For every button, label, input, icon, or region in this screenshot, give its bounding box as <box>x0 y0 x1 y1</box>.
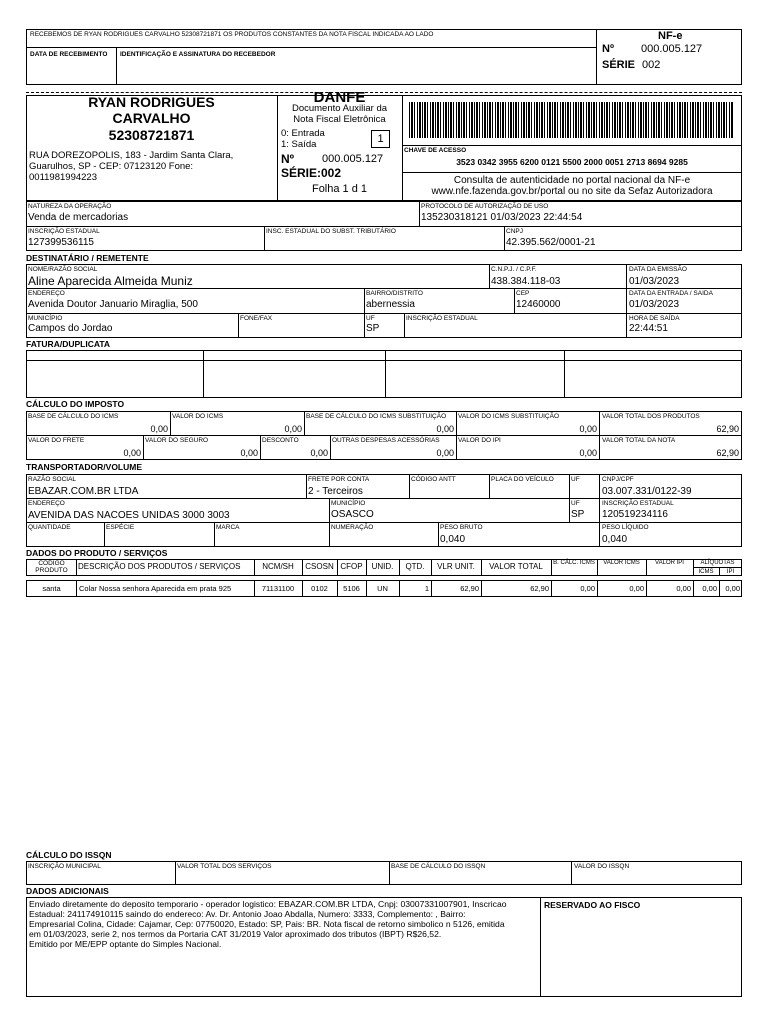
species-label: ESPÉCIE <box>106 524 135 531</box>
additional-line-4: em 01/03/2023, serie 2, nos termos da Portaria CAT 31/2019 Valor aproximado dos tributos (IBPT) R$26,52. <box>29 929 442 939</box>
freight-by-label: FRETE POR CONTA <box>308 476 370 483</box>
recipient-city: Campos do Jordao <box>28 323 113 334</box>
col-description: DESCRIÇÃO DOS PRODUTOS / SERVIÇOS <box>78 562 241 571</box>
cnpj-label: CNPJ <box>506 228 523 235</box>
consult-line-1: Consulta de autenticidade no portal nacional da NF-e <box>453 175 691 186</box>
consult-line-2: www.nfe.fazenda.gov.br/portal ou no site da Sefaz Autorizadora <box>431 186 713 197</box>
danfe-number-label: Nº <box>281 152 295 166</box>
row-rate-ipi: 0,00 <box>725 584 740 593</box>
row-cfop: 5106 <box>343 584 360 593</box>
icms-label: VALOR DO ICMS <box>172 413 224 420</box>
col-unit-price: VLR UNIT. <box>437 562 475 571</box>
carrier-cnpj-label: CNPJ/CPF <box>602 476 634 483</box>
discount-value: 0,00 <box>310 448 328 458</box>
ipi-value: 0,00 <box>579 448 597 458</box>
recipient-cpf: 438.384.118-03 <box>491 276 561 287</box>
emitter-address-2: Guarulhos, SP - CEP: 07123120 Fone: <box>29 161 194 172</box>
emission-label: DATA DA EMISSÃO <box>629 266 687 273</box>
ipi-label: VALOR DO IPI <box>458 437 501 444</box>
exit-label: 1: Saída <box>281 139 317 150</box>
issqn-block <box>26 861 742 885</box>
row-ncm: 71131100 <box>261 584 295 593</box>
row-unit: UN <box>377 584 388 593</box>
carrier-name: EBAZAR.COM.BR LTDA <box>28 486 139 497</box>
col-icms-base: B. CÁLC. ICMS <box>553 560 595 566</box>
cep-value: 12460000 <box>516 299 561 310</box>
products-total-value: 62,90 <box>716 424 739 434</box>
entry-label: 0: Entrada <box>281 128 325 139</box>
row-icms-value: 0,00 <box>629 584 644 593</box>
antt-label: CÓDIGO ANTT <box>411 476 456 483</box>
danfe-subtitle-1: Documento Auxiliar da <box>291 103 388 114</box>
cnpj-value: 42.395.562/0001-21 <box>506 237 596 248</box>
state-reg-value: 127399536115 <box>28 237 94 248</box>
row-csosn: 0102 <box>311 584 328 593</box>
recipient-uf-label: UF <box>366 315 375 322</box>
additional-title: DADOS ADICIONAIS <box>26 886 109 896</box>
nature-label: NATUREZA DA OPERAÇÃO <box>28 203 112 210</box>
volume-qty-label: QUANTIDADE <box>28 524 71 531</box>
carrier-ie-label: INSCRIÇÃO ESTADUAL <box>602 500 674 507</box>
tax-title: CÁLCULO DO IMPOSTO <box>26 399 125 409</box>
recipient-city-label: MUNICÍPIO <box>28 315 63 322</box>
row-code: santa <box>42 584 61 593</box>
access-key: 3523 0342 3955 6200 0121 5500 2000 0051 2713 8694 9285 <box>456 157 688 167</box>
nature-value: Venda de mercadorias <box>28 212 129 223</box>
recipient-cpf-label: C.N.P.J. / C.P.F. <box>491 266 537 273</box>
col-code: CÓDIGO PRODUTO <box>35 560 68 574</box>
carrier-address-label: ENDEREÇO <box>28 500 65 507</box>
emission-value: 01/03/2023 <box>629 276 680 287</box>
district-value: abernessia <box>366 299 415 310</box>
danfe-subtitle-2: Nota Fiscal Eletrônica <box>293 114 386 125</box>
access-key-label: CHAVE DE ACESSO <box>404 147 467 154</box>
invoice-total-label: VALOR TOTAL DA NOTA <box>602 437 676 444</box>
row-icms-base: 0,00 <box>580 584 595 593</box>
additional-line-2: Estadual: 241174910115 saindo do endereco: Av. Dr. Antonio Joao Abdalla, Numero: 3333, Complemento: , Bairro: <box>29 909 466 919</box>
row-total: 62,90 <box>530 584 549 593</box>
net-weight-label: PESO LÍQUIDO <box>602 524 649 531</box>
subst-reg-label: INSC. ESTADUAL DO SUBST. TRIBUTÁRIO <box>266 228 396 235</box>
carrier-ie: 120519234116 <box>602 509 668 520</box>
receipt-text: RECEBEMOS DE RYAN RODRIGUES CARVALHO 52308721871 OS PRODUTOS CONSTANTES DA NOTA FISCAL INDICADA AO LADO <box>30 31 434 38</box>
gross-weight-label: PESO BRUTO <box>440 524 483 531</box>
col-rate-ipi: IPI <box>726 569 735 575</box>
danfe-page: Folha 1 d 1 <box>311 183 368 195</box>
district-label: BAIRRO/DISTRITO <box>366 290 423 297</box>
emitter-name-2: CARVALHO <box>112 110 191 126</box>
numbering-label: NUMERAÇÃO <box>331 524 374 531</box>
carrier-address: AVENIDA DAS NACOES UNIDAS 3000 3003 <box>28 510 230 521</box>
additional-text <box>29 899 539 949</box>
services-total-label: VALOR TOTAL DOS SERVIÇOS <box>177 863 272 870</box>
recipient-name: Aline Aparecida Almeida Muniz <box>28 274 193 288</box>
freight-by-value: 2 - Terceiros <box>308 486 363 497</box>
protocol-value: 135230318121 01/03/2023 22:44:54 <box>421 212 583 223</box>
phone-label: FONE/FAX <box>240 315 273 322</box>
danfe-series: SÉRIE:002 <box>281 166 342 180</box>
col-cfop: CFOP <box>340 562 363 571</box>
carrier-cnpj: 03.007.331/0122-39 <box>602 486 692 497</box>
discount-label: DESCONTO <box>262 437 299 444</box>
row-rate-icms: 0,00 <box>702 584 717 593</box>
col-rates: ALÍQUOTAS <box>700 560 735 566</box>
invoice-title: FATURA/DUPLICATA <box>26 339 111 349</box>
entry-date-value: 01/03/2023 <box>629 299 680 310</box>
issqn-base-label: BASE DE CÁLCULO DO ISSQN <box>391 863 486 870</box>
carrier-name-label: RAZÃO SOCIAL <box>28 476 77 483</box>
st-base-value: 0,00 <box>436 424 454 434</box>
other-value: 0,00 <box>436 448 454 458</box>
cep-label: CEP <box>516 290 530 297</box>
carrier-uf2: SP <box>571 509 585 520</box>
stub-number-label: Nº <box>602 43 614 55</box>
additional-line-3: Empresarial Colina, Cidade: Cajamar, Cep: 07750020, Estado: SP, Pais: BR. Nota fiscal de retorno simbolico n 5126, emitida <box>29 919 505 929</box>
protocol-label: PROTOCOLO DE AUTORIZAÇÃO DE USO <box>421 203 549 210</box>
invoice-total-value: 62,90 <box>716 448 739 458</box>
st-base-label: BASE DE CÁLCULO DO ICMS SUBSTITUIÇÃO <box>306 413 447 420</box>
danfe-title: DANFE <box>313 89 366 106</box>
row-qty: 1 <box>424 584 429 593</box>
recipient-address-label: ENDEREÇO <box>28 290 65 297</box>
emitter-name-1: RYAN RODRIGUES <box>88 94 215 110</box>
entry-date-label: DATA DA ENTRADA / SAIDA <box>629 290 713 297</box>
gross-weight-value: 0,040 <box>440 534 466 545</box>
carrier-title: TRANSPORTADOR/VOLUME <box>26 462 143 472</box>
col-rate-icms: ICMS <box>698 569 714 575</box>
icms-base-label: BASE DE CÁLCULO DO ICMS <box>28 413 119 420</box>
freight-value: 0,00 <box>123 448 141 458</box>
products-title: DADOS DO PRODUTO / SERVIÇOS <box>26 548 168 558</box>
carrier-uf2-label: UF <box>571 500 580 507</box>
net-weight-value: 0,040 <box>602 534 628 545</box>
products-total-label: VALOR TOTAL DOS PRODUTOS <box>602 413 700 420</box>
state-reg-label: INSCRIÇÃO ESTADUAL <box>28 228 100 235</box>
plate-label: PLACA DO VEÍCULO <box>491 476 554 483</box>
col-total: VALOR TOTAL <box>489 562 543 571</box>
reserved-fisco-label: RESERVADO AO FISCO <box>544 900 641 910</box>
time-label: HORA DE SAÍDA <box>629 315 680 322</box>
stub-number: 000.005.127 <box>641 43 703 55</box>
col-csosn: CSOSN <box>305 562 334 571</box>
freight-label: VALOR DO FRETE <box>28 437 85 444</box>
carrier-uf-label: UF <box>571 476 580 483</box>
issqn-title: CÁLCULO DO ISSQN <box>26 850 112 860</box>
col-ncm: NCM/SH <box>262 562 294 571</box>
stub-series-label: SÉRIE <box>602 59 636 71</box>
row-description: Colar Nossa senhora Aparecida em prata 925 <box>79 584 232 593</box>
col-icms-value: VALOR ICMS <box>603 560 640 566</box>
emitter-address-1: RUA DOREZOPOLIS, 183 - Jardim Santa Clara, <box>29 150 234 161</box>
insurance-value: 0,00 <box>240 448 258 458</box>
st-value: 0,00 <box>579 424 597 434</box>
st-label: VALOR DO ICMS SUBSTITUIÇÃO <box>458 413 560 420</box>
icms-value: 0,00 <box>284 424 302 434</box>
additional-line-5: Emitido por ME/EPP optante do Simples Nacional. <box>29 939 222 949</box>
stub-nfe-label: NF-e <box>658 30 683 42</box>
brand-label: MARCA <box>216 524 240 531</box>
row-ipi-value: 0,00 <box>676 584 691 593</box>
col-unit: UNID. <box>371 562 394 571</box>
emitter-address-3: 0011981994223 <box>29 172 97 183</box>
recipient-title: DESTINATÁRIO / REMETENTE <box>26 253 149 263</box>
emitter-name-3: 52308721871 <box>108 127 195 143</box>
carrier-city-label: MUNICÍPIO <box>331 500 366 507</box>
barcode <box>409 102 734 138</box>
signature-label: IDENTIFICAÇÃO E ASSINATURA DO RECEBEDOR <box>120 51 276 58</box>
other-label: OUTRAS DESPESAS ACESSÓRIAS <box>332 437 440 444</box>
issqn-value-label: VALOR DO ISSQN <box>574 863 630 870</box>
recipient-ie-label: INSCRIÇÃO ESTADUAL <box>406 315 478 322</box>
icms-base-value: 0,00 <box>150 424 168 434</box>
invoice-block <box>26 350 742 398</box>
time-value: 22:44:51 <box>629 323 668 334</box>
col-ipi-value: VALOR IPI <box>655 560 684 566</box>
carrier-city: OSASCO <box>331 509 374 520</box>
municipal-reg-label: INSCRIÇÃO MUNICIPAL <box>28 863 101 870</box>
recipient-address: Avenida Doutor Januario Miraglia, 500 <box>28 299 198 310</box>
receipt-date-label: DATA DE RECEBIMENTO <box>30 51 108 58</box>
col-qty: QTD. <box>405 562 425 571</box>
insurance-label: VALOR DO SEGURO <box>145 437 209 444</box>
type-value: 1 <box>377 133 384 145</box>
row-unit-price: 62,90 <box>460 584 479 593</box>
stub-series: 002 <box>642 59 661 71</box>
danfe-number: 000.005.127 <box>322 153 384 165</box>
recipient-name-label: NOME/RAZÃO SOCIAL <box>28 266 98 273</box>
additional-line-1: Enviado diretamente do deposito temporario - operador logistico: EBAZAR.COM.BR LTDA, Cnpj: 03007331007901, Inscricao <box>29 899 507 909</box>
recipient-uf: SP <box>366 323 380 334</box>
